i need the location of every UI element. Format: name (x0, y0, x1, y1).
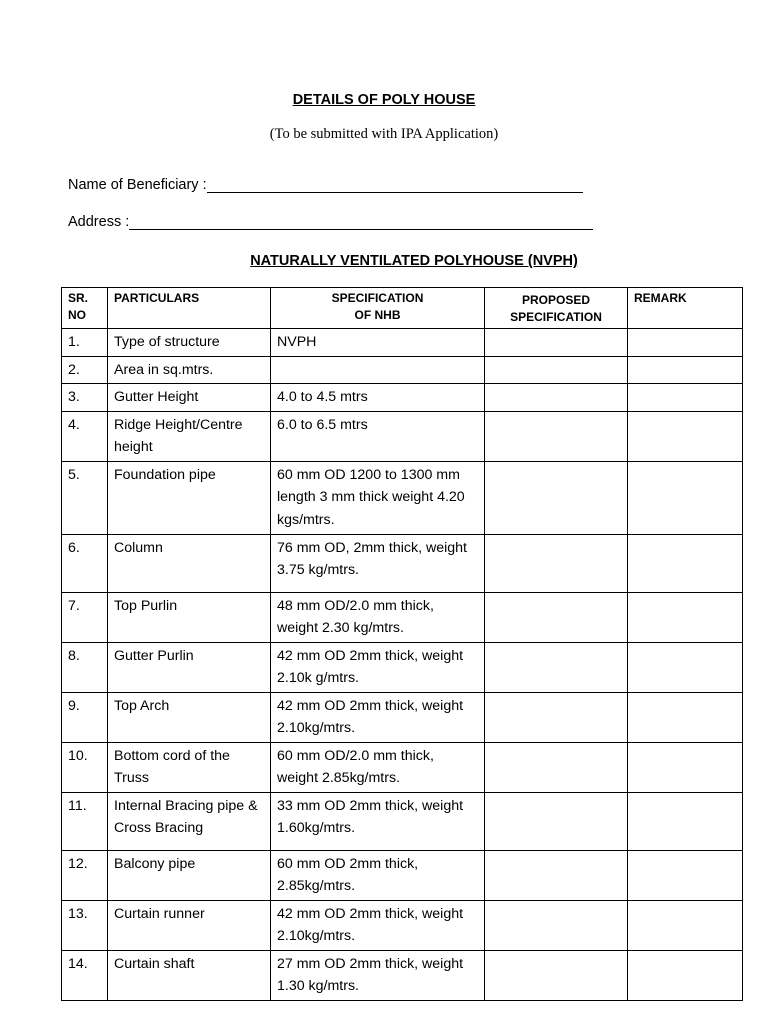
remark-cell[interactable] (628, 642, 743, 692)
sr-no-cell: 4. (62, 411, 108, 461)
beneficiary-field (68, 177, 583, 193)
specification-table (61, 287, 743, 1001)
table-row (62, 592, 743, 642)
table-row (62, 329, 743, 357)
table-row (62, 642, 743, 692)
remark-cell[interactable] (628, 850, 743, 900)
particular-cell: Curtain shaft (108, 950, 271, 1000)
table-row (62, 792, 743, 850)
proposed-spec-cell[interactable] (485, 742, 628, 792)
table-row (62, 411, 743, 461)
particular-cell: Ridge Height/Centre height (108, 411, 271, 461)
sr-no-cell: 10. (62, 742, 108, 792)
document-subtitle: (To be submitted with IPA Application) (269, 126, 499, 142)
spec-cell: 48 mm OD/2.0 mm thick, weight 2.30 kg/mtrs. (271, 592, 485, 642)
proposed-spec-cell[interactable] (485, 329, 628, 357)
sr-no-cell: 3. (62, 384, 108, 412)
particular-cell: Curtain runner (108, 900, 271, 950)
proposed-spec-cell[interactable] (485, 850, 628, 900)
particular-cell: Gutter Purlin (108, 642, 271, 692)
spec-cell: 60 mm OD 2mm thick, 2.85kg/mtrs. (271, 850, 485, 900)
spec-cell: 76 mm OD, 2mm thick, weight 3.75 kg/mtrs. (271, 534, 485, 592)
remark-cell[interactable] (628, 742, 743, 792)
spec-cell: 27 mm OD 2mm thick, weight 1.30 kg/mtrs. (271, 950, 485, 1000)
proposed-spec-cell[interactable] (485, 592, 628, 642)
header-spec-nhb: SPECIFICATION OF NHB (271, 288, 485, 329)
document-title: DETAILS OF POLY HOUSE (292, 92, 476, 108)
spec-cell: 42 mm OD 2mm thick, weight 2.10kg/mtrs. (271, 692, 485, 742)
spec-cell: 33 mm OD 2mm thick, weight 1.60kg/mtrs. (271, 792, 485, 850)
particular-cell: Balcony pipe (108, 850, 271, 900)
remark-cell[interactable] (628, 792, 743, 850)
sr-no-cell: 6. (62, 534, 108, 592)
spec-cell: 42 mm OD 2mm thick, weight 2.10kg/mtrs. (271, 900, 485, 950)
particular-cell: Bottom cord of the Truss (108, 742, 271, 792)
sr-no-cell: 7. (62, 592, 108, 642)
spec-cell: NVPH (271, 329, 485, 357)
table-row (62, 692, 743, 742)
proposed-spec-cell[interactable] (485, 411, 628, 461)
proposed-spec-cell[interactable] (485, 792, 628, 850)
sr-no-cell: 8. (62, 642, 108, 692)
remark-cell[interactable] (628, 356, 743, 384)
spec-cell: 4.0 to 4.5 mtrs (271, 384, 485, 412)
remark-cell[interactable] (628, 461, 743, 534)
table-header-row (62, 288, 743, 329)
remark-cell[interactable] (628, 384, 743, 412)
header-remark: REMARK (628, 288, 743, 329)
proposed-spec-cell[interactable] (485, 461, 628, 534)
remark-cell[interactable] (628, 950, 743, 1000)
header-sr-no: SR. NO (62, 288, 108, 329)
remark-cell[interactable] (628, 692, 743, 742)
particular-cell: Area in sq.mtrs. (108, 356, 271, 384)
spec-cell: 42 mm OD 2mm thick, weight 2.10k g/mtrs. (271, 642, 485, 692)
proposed-spec-cell[interactable] (485, 900, 628, 950)
particular-cell: Top Purlin (108, 592, 271, 642)
proposed-spec-cell[interactable] (485, 642, 628, 692)
sr-no-cell: 5. (62, 461, 108, 534)
table-row (62, 534, 743, 592)
sr-no-cell: 1. (62, 329, 108, 357)
sr-no-cell: 2. (62, 356, 108, 384)
table-row (62, 900, 743, 950)
table-row (62, 850, 743, 900)
remark-cell[interactable] (628, 534, 743, 592)
remark-cell[interactable] (628, 900, 743, 950)
beneficiary-blank-line[interactable] (207, 178, 583, 193)
spec-cell: 6.0 to 6.5 mtrs (271, 411, 485, 461)
particular-cell: Internal Bracing pipe & Cross Bracing (108, 792, 271, 850)
header-particulars: PARTICULARS (108, 288, 271, 329)
header-proposed: PROPOSED SPECIFICATION (485, 288, 628, 329)
sr-no-cell: 9. (62, 692, 108, 742)
table-row (62, 384, 743, 412)
sr-no-cell: 13. (62, 900, 108, 950)
particular-cell: Gutter Height (108, 384, 271, 412)
section-title: NATURALLY VENTILATED POLYHOUSE (NVPH) (250, 253, 578, 269)
address-label: Address : (68, 214, 130, 230)
sr-no-cell: 12. (62, 850, 108, 900)
table-row (62, 742, 743, 792)
table-row (62, 461, 743, 534)
beneficiary-label: Name of Beneficiary : (68, 177, 207, 193)
table-row (62, 356, 743, 384)
proposed-spec-cell[interactable] (485, 534, 628, 592)
particular-cell: Top Arch (108, 692, 271, 742)
proposed-spec-cell[interactable] (485, 356, 628, 384)
particular-cell: Column (108, 534, 271, 592)
address-field (68, 214, 593, 230)
spec-cell: 60 mm OD/2.0 mm thick, weight 2.85kg/mtrs. (271, 742, 485, 792)
spec-cell (271, 356, 485, 384)
remark-cell[interactable] (628, 411, 743, 461)
proposed-spec-cell[interactable] (485, 950, 628, 1000)
table-row (62, 950, 743, 1000)
remark-cell[interactable] (628, 329, 743, 357)
proposed-spec-cell[interactable] (485, 384, 628, 412)
particular-cell: Foundation pipe (108, 461, 271, 534)
proposed-spec-cell[interactable] (485, 692, 628, 742)
particular-cell: Type of structure (108, 329, 271, 357)
remark-cell[interactable] (628, 592, 743, 642)
sr-no-cell: 14. (62, 950, 108, 1000)
spec-cell: 60 mm OD 1200 to 1300 mm length 3 mm thick weight 4.20 kgs/mtrs. (271, 461, 485, 534)
address-blank-line[interactable] (129, 215, 593, 230)
sr-no-cell: 11. (62, 792, 108, 850)
